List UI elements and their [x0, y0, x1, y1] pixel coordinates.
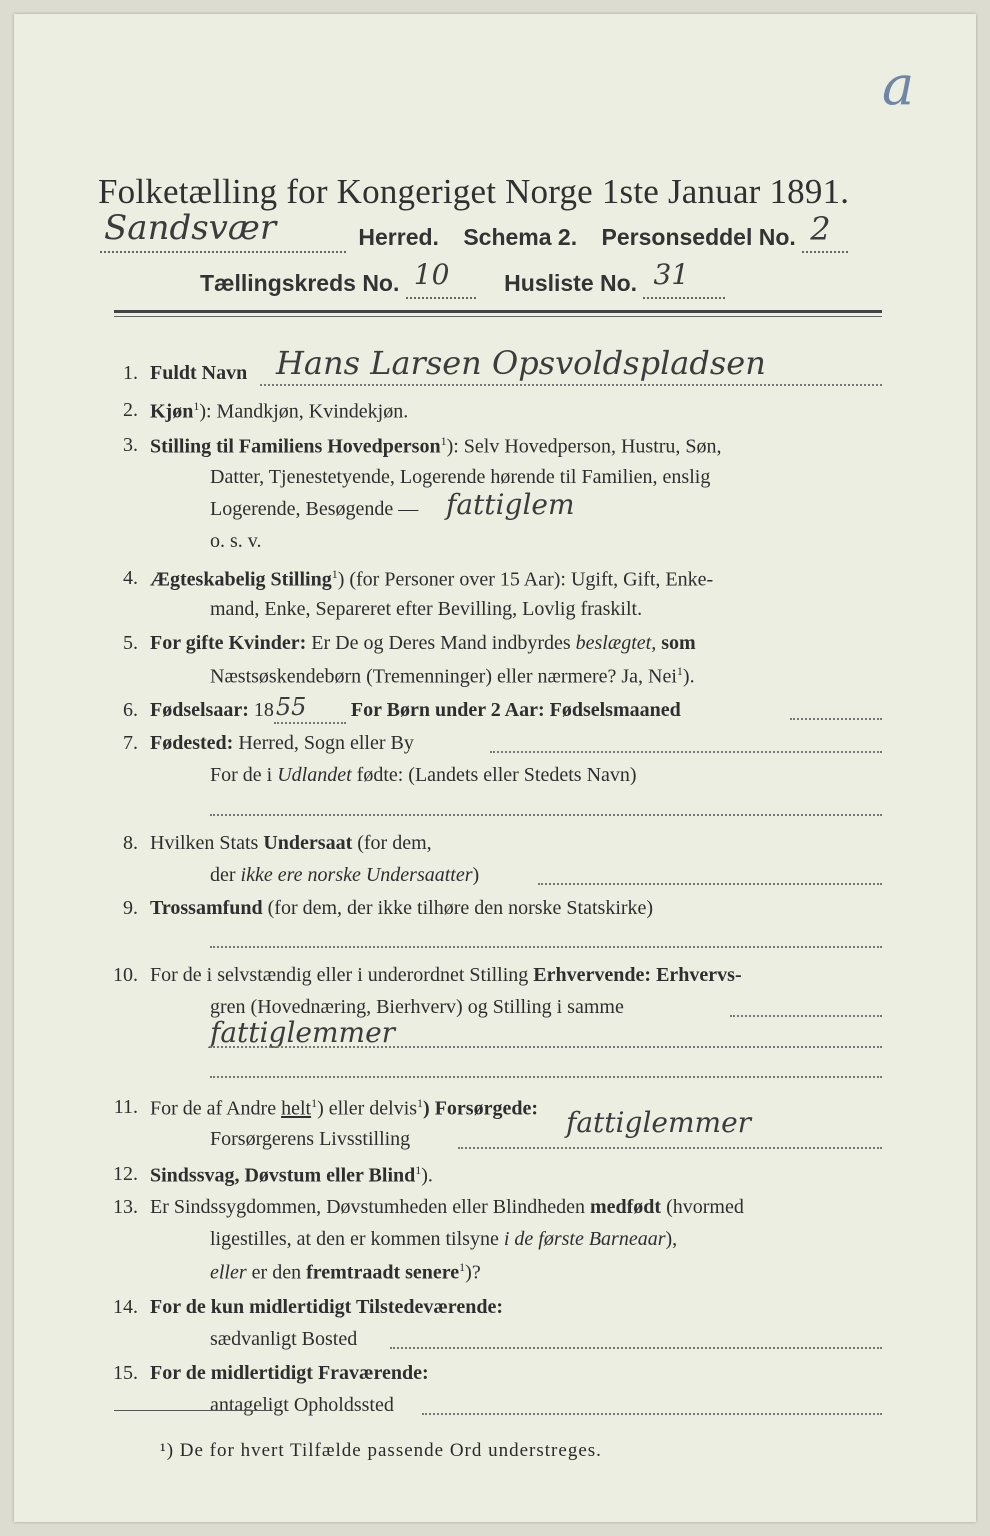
item-10-handwritten-value: fattiglemmer [210, 1016, 396, 1049]
item-9-line1: (for dem, der ikke tilhøre den norske Statskirke) [267, 897, 654, 919]
item-6-label: Fødselsaar: [150, 699, 249, 721]
herred-value: Sandsvær [104, 208, 277, 248]
item-4-line2: mand, Enke, Separeret efter Bevilling, Lovlig fraskilt. [210, 598, 643, 620]
taellingskreds-field [406, 258, 476, 299]
item-7-number: 7. [123, 732, 138, 754]
item-3-line1: ): Selv Hovedperson, Hustru, Søn, [446, 435, 722, 458]
herred-field [100, 208, 346, 253]
item-13-line2-italic: i de første Barneaar [503, 1228, 666, 1250]
item-15-fill-line [422, 1413, 882, 1415]
item-11-fill-line [458, 1147, 882, 1149]
item-10-fill-line-2 [210, 1046, 882, 1048]
item-8-fill-line [538, 883, 882, 885]
header-row-herred [100, 208, 848, 253]
item-5-line2-wrap: Næstsøskendebørn (Tremenninger) eller nærmere? Ja, Nei$^1$). [210, 664, 695, 688]
item-10-fill-line [730, 1015, 882, 1017]
item-7-line2b: fødte: (Landets eller Stedets Navn) [356, 764, 637, 786]
item-4-number: 4. [123, 567, 138, 589]
item-9-label: Trossamfund [150, 897, 263, 919]
item-6-text: For Børn under 2 Aar: Fødselsmaaned [350, 699, 681, 721]
item-8-line2 [210, 864, 479, 887]
item-7-line2 [210, 764, 637, 787]
item-11-line1-bold: ) Forsørgede: [423, 1097, 538, 1120]
item-6-number: 6. [123, 699, 138, 721]
item-13-line3-italic: eller [210, 1261, 247, 1284]
personseddel-value: 2 [810, 210, 831, 248]
item-6-year-value: 55 [275, 693, 307, 721]
item-7-line2a: For de i [210, 764, 273, 786]
item-13-line1a: Er Sindssygdommen, Døvstumheden eller Blindheden [150, 1196, 585, 1218]
form-title: Folketælling for Kongeriget Norge 1ste Januar 1891. [98, 172, 850, 211]
item-11-handwritten-value: fattiglemmer [566, 1106, 752, 1139]
item-8-line2a: der [210, 864, 236, 886]
item-3-line3: Logerende, Besøgende — [210, 498, 419, 520]
item-8-label: Hvilken Stats [150, 832, 259, 854]
item-12-text: ). [421, 1164, 433, 1187]
census-form-page: a Folketælling for Kongeriget Norge 1ste Januar 1891. Sandsvær Herred. Schema 2. Personseddel No. 2 Tællingskreds No. 10 Husliste No. 31 1. Fuldt Navn Hans Larsen Opsvoldspladsen 2. Kjøn$^1$): Mandkjøn, Kvindekjøn. 3. Stilling til Familiens Hovedperson$^1$): Selv Hovedperson, Hustru, Søn, Datter, Tjenestetyende, Logerende hørende til Familien, enslig Logerende, Besøgende — fattiglem o. s. v. 4. Ægteskabelig Stilling$^1$) (for Personer over 15 Aar): Ugift, Gift, Enke- mand, Enke, Separeret efter Bevilling, Lovlig fraskilt. 5. For gifte Kvinder: Er De og Deres Mand indbyrdes beslægtet, som Næstsøskendebørn (Tremenninger) eller nærmere? Ja, Nei$^1$). 6. Fødselsaar: 18 55 For Børn under 2 Aar: Fødselsmaaned 7. Fødested: Herred, Sogn eller By For de i Udlandet fødte: (Landets eller Stedets Navn) 8. Hvilken Stats Undersaat (for dem, der ikke ere norske Undersaatter) 9. Trossamfund (for dem, der ikke tilhøre den norske Statskirke) 10. For de i selvstændig eller i underordnet Stilling Erhvervende: Erhvervs- gren (Hovednæring, Bierhverv) og Stilling i samme fattiglemmer 11. For de af Andre helt$^1$) eller delvis$^1$) Forsørgede: Forsørgerens Livsstilling fattiglemmer 12. Sindssvag, Døvstum eller Blind$^1$). 13. Er Sindssygdommen, Døvstumheden eller Blindheden medfødt (hvormed ligestilles, at den er kommen tilsyne i de første Barneaar), eller er den fremtraadt senere$^1$)? 14. For de kun midlertidigt Tilstedeværende: sædvanligt Bosted 15. For de midlertidigt Fraværende: antageligt Opholdssted ¹) De for hvert Tilfælde passende Ord understreges. [14, 14, 976, 1522]
item-8-line2-italic: ikke ere norske Undersaatter [240, 864, 473, 886]
item-14-line2: sædvanligt Bosted [210, 1328, 358, 1350]
header-divider [114, 310, 882, 313]
item-8-line2b: ) [472, 864, 480, 886]
schema-label: Schema 2. [463, 224, 578, 250]
item-2-label: Kjøn [150, 400, 194, 423]
item-7-line2-italic: Udlandet [277, 764, 352, 786]
personseddel-label: Personseddel No. [601, 224, 796, 250]
item-4-line1: ) (for Personer over 15 Aar): Ugift, Gift, Enke- [337, 568, 714, 591]
item-10-line1c: Erhvervs- [656, 964, 742, 986]
item-7-fill-line [490, 751, 882, 753]
header-row-kreds [200, 258, 725, 299]
item-5-line1-italic: beslægtet, [575, 632, 657, 654]
item-10-line1a: For de i selvstændig eller i underordnet Stilling [150, 964, 529, 986]
item-5-line1-end: som [661, 632, 696, 654]
item-13-line3-bold: fremtraadt senere [306, 1261, 460, 1284]
item-14-label: For de kun midlertidigt Tilstedeværende: [150, 1296, 503, 1318]
item-13-line1-bold: medfødt [589, 1196, 662, 1218]
item-11-line1b: ) eller delvis [317, 1097, 418, 1120]
item-6-fill-line [790, 718, 882, 720]
item-15-number: 15. [113, 1362, 138, 1384]
item-10-line2: gren (Hovednæring, Bierhverv) og Stilling i samme [210, 996, 624, 1018]
item-15-label: For de midlertidigt Fraværende: [150, 1362, 429, 1384]
footnote-divider [114, 1410, 270, 1411]
item-3-line4: o. s. v. [210, 530, 262, 552]
item-3-line2: Datter, Tjenestetyende, Logerende hørende til Familien, enslig [210, 466, 711, 488]
item-6-year-field [274, 693, 346, 724]
item-13-line2 [210, 1228, 677, 1251]
item-11-number: 11. [113, 1096, 138, 1118]
item-8-number: 8. [123, 832, 138, 854]
item-13-line3: eller er den fremtraadt senere$^1$)? [210, 1260, 481, 1284]
item-4-label: Ægteskabelig Stilling [150, 568, 332, 591]
item-10-fill-line-3 [210, 1076, 882, 1078]
item-5-number: 5. [123, 632, 138, 654]
item-1-number: 1. [123, 362, 138, 384]
item-5-line1: Er De og Deres Mand indbyrdes [311, 632, 571, 654]
item-8-label-bold: Undersaat [263, 832, 353, 854]
item-11-line1a: For de af Andre [150, 1097, 277, 1120]
item-13-line2a: ligestilles, at den er kommen tilsyne [210, 1228, 499, 1250]
item-12-label: Sindssvag, Døvstum eller Blind [150, 1164, 416, 1187]
item-13-line2b: ), [665, 1228, 678, 1250]
item-6-year-prefix: 18 [253, 699, 274, 721]
item-7-label: Fødested: [150, 732, 234, 754]
herred-label: Herred. [358, 224, 439, 250]
item-3-handwritten-value: fattiglem [446, 488, 575, 521]
item-10-number: 10. [113, 964, 138, 986]
item-7-fill-line-2 [210, 814, 882, 816]
handwritten-corner-mark: a [882, 54, 915, 117]
item-7-line1: Herred, Sogn eller By [238, 732, 414, 754]
item-13-line3c: )? [465, 1261, 481, 1284]
taellingskreds-label: Tællingskreds No. [200, 270, 400, 296]
husliste-field [643, 258, 725, 299]
item-13-line1c: (hvormed [666, 1196, 744, 1218]
item-1-label: Fuldt Navn [150, 362, 248, 384]
item-10-line1-bold: Erhvervende: [533, 964, 652, 986]
item-9-number: 9. [123, 897, 138, 919]
item-11-line2: Forsørgerens Livsstilling [210, 1128, 411, 1150]
item-2-text: ): Mandkjøn, Kvindekjøn. [199, 400, 409, 423]
personseddel-field [802, 210, 848, 253]
husliste-label: Husliste No. [504, 270, 638, 296]
item-13-line3a: er den [251, 1261, 302, 1284]
item-3-label: Stilling til Familiens Hovedperson [150, 435, 441, 458]
footnote: ¹) De for hvert Tilfælde passende Ord understreges. [160, 1440, 602, 1461]
item-15-line2: antageligt Opholdssted [210, 1394, 394, 1416]
item-5-line2: Næstsøskendebørn (Tremenninger) eller nærmere? Ja, Nei [210, 665, 677, 688]
husliste-value: 31 [653, 258, 690, 291]
item-2-number: 2. [123, 399, 138, 421]
item-14-fill-line [390, 1347, 882, 1349]
item-3-number: 3. [123, 434, 138, 456]
item-9-fill-line [210, 946, 882, 948]
item-14-number: 14. [113, 1296, 138, 1318]
taellingskreds-value: 10 [413, 258, 450, 291]
item-5-label: For gifte Kvinder: [150, 632, 307, 654]
item-12-number: 12. [113, 1163, 138, 1185]
item-1-fill-line [260, 384, 882, 386]
item-8-line1: (for dem, [357, 832, 432, 854]
item-13-number: 13. [113, 1196, 138, 1218]
item-1-handwritten-name: Hans Larsen Opsvoldspladsen [276, 344, 766, 382]
item-11-line1-underlined: helt [281, 1097, 312, 1120]
